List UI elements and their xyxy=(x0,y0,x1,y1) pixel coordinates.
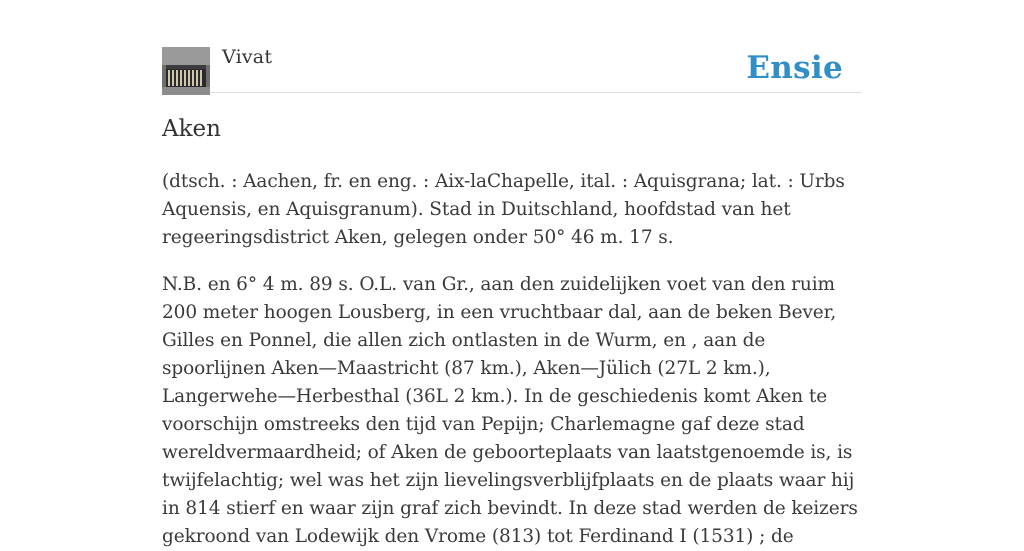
page xyxy=(162,0,862,547)
avatar-icon xyxy=(162,47,210,95)
avatar[interactable] xyxy=(162,47,210,95)
article-paragraph: N.B. en 6° 4 m. 89 s. O.L. van Gr., aan den zuidelijken voet van den ruim 200 meter hoogen Lousberg, in een vruchtbaar dal, aan de beken Bever, Gilles en Ponnel, die allen zich ontlasten in de Wurm, en , aan de spoorlijnen Aken—Maastricht (87 km.), Aken—Jülich (27L 2 km.), Langerwehe—Herbesthal (36L 2 km.). In de geschiedenis komt Aken te voorschijn omstreeks den tijd van Pepijn; Charlemagne gaf deze stad wereldvermaardheid; of Aken de geboorteplaats van laatstgenoemde is, is twijfelachtig; wel was het zijn lievelingsverblijfplaats en de plaats waar hij in 814 stierf en waar zijn graf zich bevindt. In deze stad werden de keizers gekroond van Lodewijk den Vrome (813) tot Ferdinand I (1531) ; de xyxy=(162,274,858,547)
header xyxy=(162,0,862,93)
article-title: Aken xyxy=(162,116,221,142)
brand-logo[interactable]: Ensie xyxy=(746,50,843,86)
article-paragraph: (dtsch. : Aachen, fr. en eng. : Aix-laChapelle, ital. : Aquisgrana; lat. : Urbs Aquensis, en Aquisgranum). Stad in Duitschland, hoofdstad van het regeeringsdistrict Aken, gelegen onder 50° 46 m. 17 s. xyxy=(162,171,845,248)
author-name[interactable]: Vivat xyxy=(222,46,273,68)
